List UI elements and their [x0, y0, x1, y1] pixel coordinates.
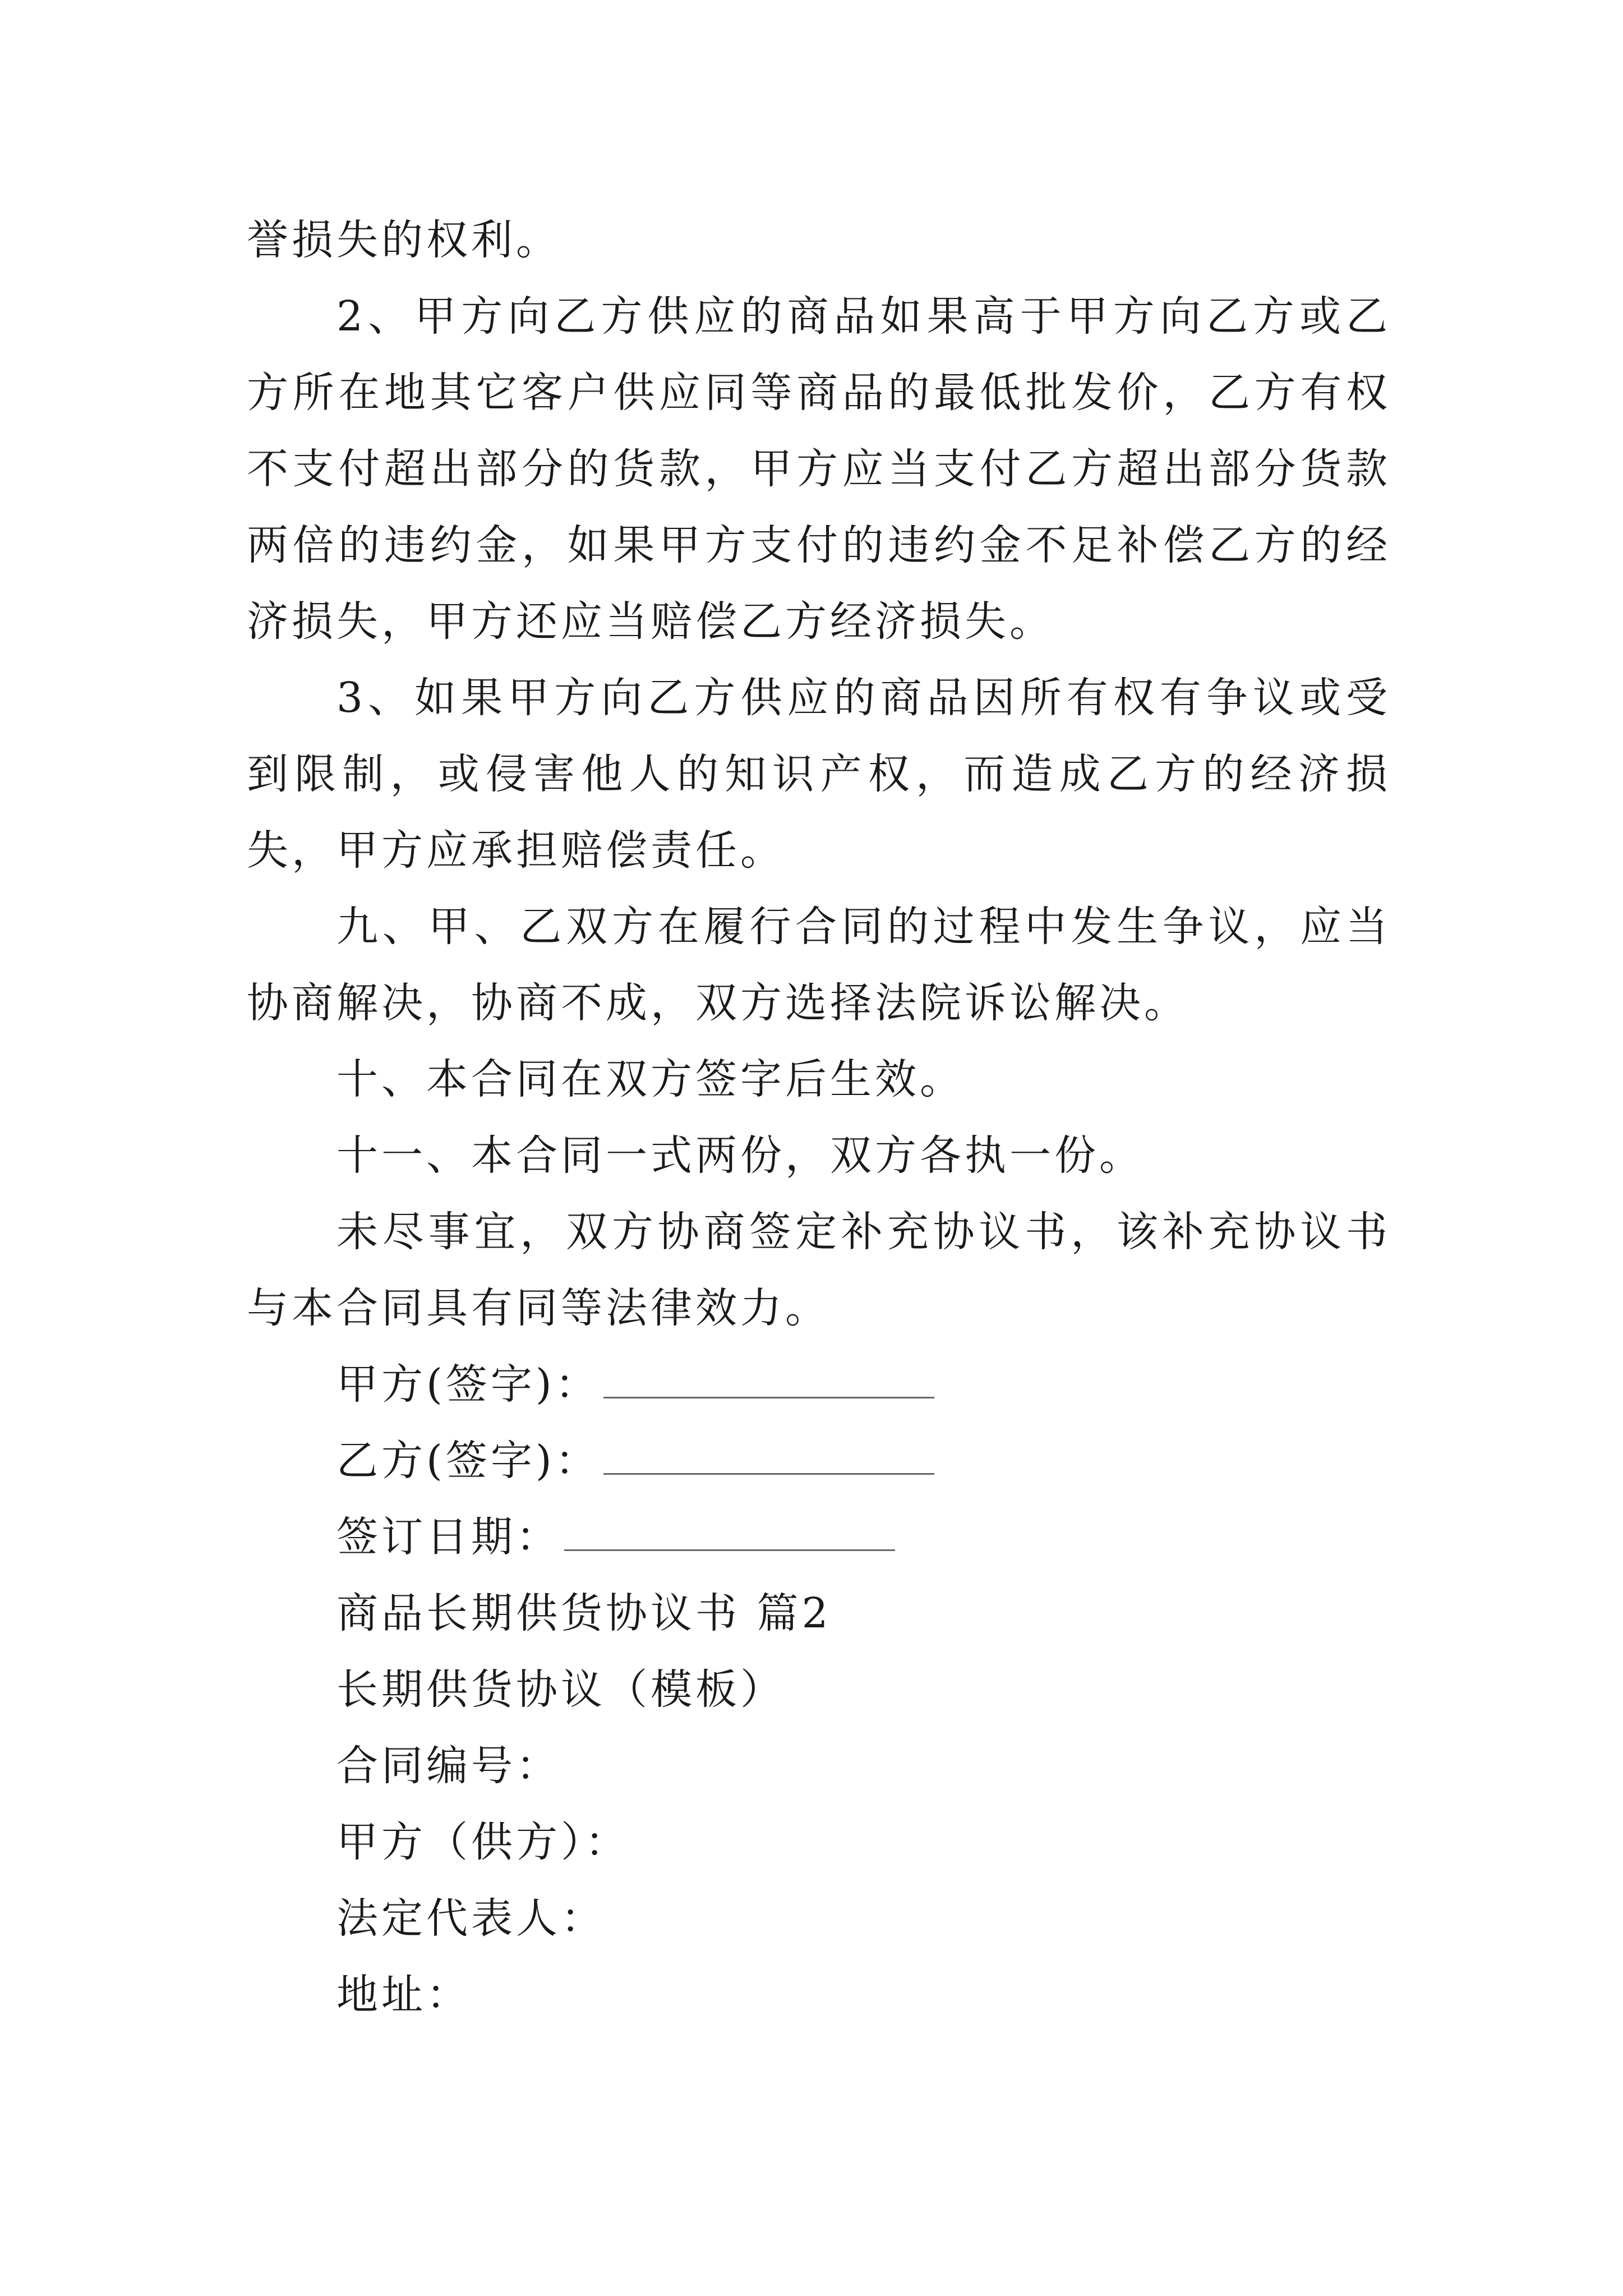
section2-heading: 商品长期供货协议书 篇2 — [336, 1589, 832, 1637]
paragraph-article-10: 十、本合同在双方签字后生效。 — [336, 1055, 965, 1103]
address-label: 地址： — [336, 1971, 471, 2019]
signing-date-line — [247, 1499, 1391, 1575]
signing-date-blank[interactable] — [564, 1547, 895, 1551]
paragraph-clause-3: 3、如果甲方向乙方供应的商品因所有权有争议或受到限制，或侵害他人的知识产权，而造成乙方的经济损失，甲方应承担赔偿责任。 — [247, 674, 1391, 875]
party-a-signature-label: 甲方(签字)： — [336, 1360, 600, 1409]
party-b-signature-line — [247, 1423, 1391, 1499]
paragraph-clause-2: 2、甲方向乙方供应的商品如果高于甲方向乙方或乙方所在地其它客户供应同等商品的最低批发价，乙方有权不支付超出部分的货款，甲方应当支付乙方超出部分货款两倍的违约金，如果甲方支付的违约金不足补偿乙方的经济损失，甲方还应当赔偿乙方经济损失。 — [247, 292, 1391, 646]
legal-representative-label: 法定代表人： — [336, 1894, 606, 1943]
section2-subtitle: 长期供货协议（模板） — [336, 1665, 785, 1714]
party-a-signature-line — [247, 1346, 1391, 1423]
party-a-supplier-label: 甲方（供方）： — [336, 1818, 630, 1866]
party-b-signature-blank[interactable] — [603, 1471, 934, 1475]
paragraph-supplementary: 未尽事宜，双方协商签定补充协议书，该补充协议书与本合同具有同等法律效力。 — [247, 1208, 1391, 1332]
contract-number-label: 合同编号： — [336, 1742, 561, 1790]
signing-date-label: 签订日期： — [336, 1513, 561, 1561]
paragraph-article-11: 十一、本合同一式两份，双方各执一份。 — [336, 1131, 1144, 1180]
paragraph-article-9: 九、甲、乙双方在履行合同的过程中发生争议，应当协商解决，协商不成，双方选择法院诉讼解决。 — [247, 903, 1391, 1027]
document-body — [247, 202, 1391, 2033]
paragraph-intro-tail: 誉损失的权利。 — [247, 216, 561, 264]
party-a-signature-blank[interactable] — [603, 1395, 934, 1398]
party-b-signature-label: 乙方(签字)： — [336, 1437, 600, 1485]
